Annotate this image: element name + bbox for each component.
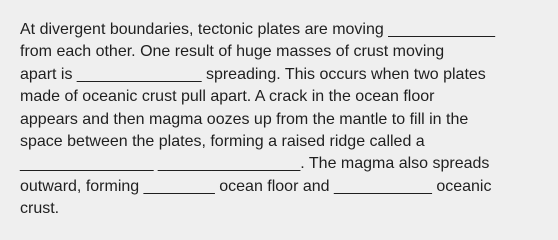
question-line: apart is ______________ spreading. This occurs when two plates [20,65,486,83]
question-line: _______________ ________________. The magma also spreads [20,155,490,173]
question-line: made of oceanic crust pull apart. A crack in the ocean floor [20,88,435,106]
question-line: space between the plates, forming a raised ridge called a [20,133,425,151]
question-text [20,19,542,221]
question-line: crust. [20,200,60,218]
question-line: appears and then magma oozes up from the mantle to fill in the [20,110,469,128]
question-line: from each other. One result of huge masses of crust moving [20,43,445,61]
question-line: At divergent boundaries, tectonic plates are moving ____________ [20,21,495,38]
question-line: outward, forming ________ ocean floor and ___________ oceanic [20,177,492,195]
